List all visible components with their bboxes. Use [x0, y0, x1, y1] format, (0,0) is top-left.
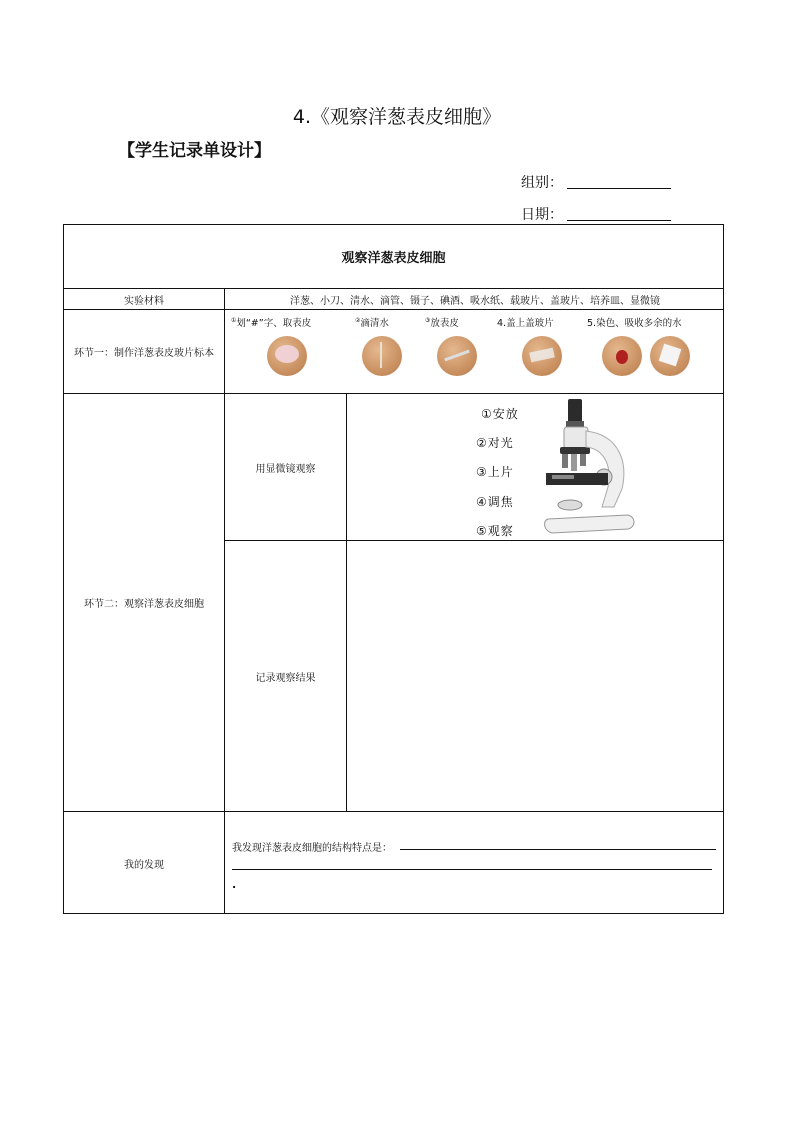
step-3-label: ③放表皮	[425, 316, 459, 329]
step-2-photo	[362, 336, 402, 376]
step-3-photo	[437, 336, 477, 376]
step-5b-photo	[650, 336, 690, 376]
microscope-step-1: ①安放	[481, 407, 519, 421]
step-1-photo	[267, 336, 307, 376]
date-blank[interactable]	[567, 206, 671, 221]
finding-end-mark: .	[232, 878, 237, 891]
stage2-label: 环节二：观察洋葱表皮细胞	[84, 599, 204, 610]
step-5a-photo	[602, 336, 642, 376]
microscope-step-4: ④调焦	[476, 495, 514, 509]
record-sheet-table	[63, 224, 724, 914]
finding-answer-line-2[interactable]	[232, 869, 712, 870]
group-label: 组别：	[521, 175, 563, 191]
microscope-step-3: ③上片	[476, 465, 514, 479]
microscope-step-2: ②对光	[476, 436, 514, 450]
date-label: 日期：	[521, 207, 563, 223]
sheet-title: 观察洋葱表皮细胞	[341, 251, 446, 266]
materials-label: 实验材料	[124, 295, 164, 307]
page-title: 4.《观察洋葱表皮细胞》	[292, 106, 502, 128]
materials-value: 洋葱、小刀、清水、滴管、镊子、碘酒、吸水纸、载玻片、盖玻片、培养皿、显微镜	[290, 295, 660, 307]
group-field	[521, 172, 671, 192]
microscope-step-5: ⑤观察	[476, 524, 514, 538]
stage1-label: 环节一：制作洋葱表皮玻片标本	[74, 348, 214, 359]
date-field	[521, 204, 671, 224]
step-5-label: 5.染色、吸收多余的水	[587, 318, 682, 329]
group-blank[interactable]	[567, 174, 671, 189]
step-1-label: ①划“#”字、取表皮	[231, 316, 312, 329]
column-divider	[346, 393, 347, 811]
finding-prompt: 我发现洋葱表皮细胞的结构特点是：	[232, 843, 392, 854]
step-4-label: 4.盖上盖玻片	[497, 318, 554, 329]
section-subtitle: 【学生记录单设计】	[118, 141, 271, 161]
record-label: 记录观察结果	[255, 672, 316, 684]
finding-answer-line-1[interactable]	[400, 849, 716, 850]
microscope-label: 用显微镜观察	[255, 463, 316, 475]
microscope-image	[542, 397, 638, 537]
step-4-photo	[522, 336, 562, 376]
step-2-label: ②滴清水	[355, 316, 389, 329]
finding-label: 我的发现	[124, 859, 164, 871]
